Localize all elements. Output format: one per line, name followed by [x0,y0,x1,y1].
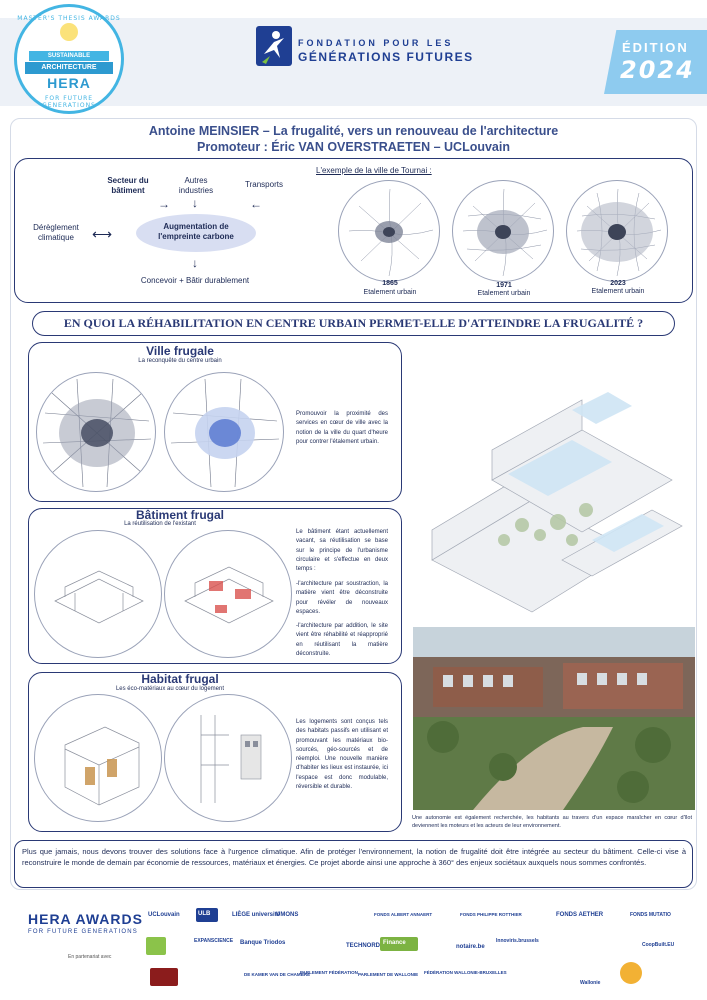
edition-year: 2024 [620,56,695,84]
partner-logo: Innoviris.brussels [496,938,539,944]
habitat-unit-drawing [34,694,162,822]
partner-logo: FONDS MUTATIO [630,912,671,918]
partner-logo: CoopBuilt.EU [642,942,675,948]
hera-awards-subtitle: FOR FUTURE GENERATIONS [28,929,138,935]
partner-logo: LIÈGE université [232,912,281,918]
tournai-map-2023 [566,180,668,282]
poster-promoter: Promoteur : Éric VAN OVERSTRAETEN – UCLouvain [196,140,510,154]
arrow-climate: ⟷ [92,226,113,242]
diagram-center: Augmentation de l'empreinte carbone [158,222,234,241]
partner-logo-icon [620,962,642,984]
arrow-outcome: ↓ [192,256,198,270]
poster-title: Antoine MEINSIER – La frugalité, vers un renouveau de l'architecture [148,124,559,138]
ville-map-old [36,372,156,492]
diagram-sector: Secteur du bâtiment [107,176,149,195]
map-1865-year: 1865 [382,280,398,287]
seal-brand: HERA [47,75,91,91]
map-2023-year: 2023 [610,280,626,287]
partner-logo-icon [150,968,178,986]
partner-logo: ULB [198,911,211,917]
hera-awards-logo: HERA AWARDS [28,911,143,927]
seal-ribbon-architecture: ARCHITECTURE [25,62,113,74]
habitat-title: Habitat frugal [141,672,219,686]
diagram-outcome: Concevoir + Bâtir durablement [140,276,250,285]
ville-text: Promouvoir la proximité des services en cœur de ville avec la notion de la ville du quart d'heure pour contrer l'étalement urbain. [296,411,388,445]
batiment-text-subtraction: -l'architecture par soustraction, la matière vient être déconstruite pour révéler de nouveaux espaces. [296,581,388,615]
ville-map-quarter-hour [164,372,284,492]
map-1865-label: Etalement urbain [363,289,417,296]
ville-title: Ville frugale [146,344,214,358]
seal-ribbon-sustainable: SUSTAINABLE [29,51,109,61]
courtyard-render-photo [413,627,695,810]
partner-logo: PARLEMENT FÉDÉRATION [300,970,358,975]
arrow-transport: ← [250,197,262,211]
map-1971-label: Etalement urbain [477,290,531,297]
partner-logo: Wallonie [580,980,601,986]
site-axonometry [412,350,692,625]
seal-ring-bottom: FOR FUTURE GENERATIONS [42,95,96,109]
partner-logo: Finance [383,940,406,946]
partner-label: En partenariat avec [68,954,112,960]
partner-logo: FONDS AETHER [556,912,604,918]
partner-logo: FÉDÉRATION WALLONIE-BRUXELLES [424,970,507,975]
habitat-text: Les logements sont conçus tels des habitats passifs en utilisant et promouvant les matériaux bio-sourcés, géo-sourcés et de réemploi. Une nouvelle manière d'habiter les lieux est instaurée, ici l'espace est donc modulable, réversible et durable. [296,719,388,791]
batiment-title: Bâtiment frugal [135,508,224,522]
partner-logo: FONDS ALBERT ANNAERT [374,912,433,917]
foundation-name-line2: GÉNÉRATIONS FUTURES [298,50,474,64]
partner-logo: notaire.be [456,944,485,950]
trophy-icon [60,23,78,41]
habitat-section-drawing [164,694,292,822]
foundation-name-line1: FONDATION POUR LES [298,38,454,48]
partner-logo: PARLEMENT DE WALLONIE [358,972,419,977]
edition-label: ÉDITION [622,40,689,55]
partner-logo: FONDS PHILIPPE ROTTHIER [460,912,522,917]
diagram-transport: Transports [245,180,283,189]
batiment-subtraction-drawing [34,530,162,658]
batiment-addition-drawing [164,530,292,658]
research-question: EN QUOI LA RÉHABILITATION EN CENTRE URBAIN PERMET-ELLE D'ATTEINDRE LA FRUGALITÉ ? [63,316,644,330]
summary-text: Plus que jamais, nous devons trouver des solutions face à l'urgence climatique. Afin de protéger l'environnement, la notion de frugalité doit être intégrée au secteur du bâtiment. Celle-ci vise à reconstruire le monde de demain par économie de ressources, matériaux et énergies. Ce projet aborde ainsi une approche à 360° des enjeux sociétaux auxquels nous sommes confrontés. [22,847,686,868]
partner-logo: UMONS [276,912,299,918]
partner-logo: DE KAMER VAN DE CHAMBRE [244,972,311,977]
batiment-subtitle: La réutilisation de l'existant [124,521,196,527]
tournai-map-1971 [452,180,554,282]
partner-logo: TECHNORD [346,943,380,949]
arrow-industries: ↓ [192,196,198,210]
partner-logo: Banque Triodos [240,940,286,946]
hera-seal [14,4,124,114]
seal-ring-top: MASTER'S THESIS AWARDS [17,15,121,22]
map-2023-label: Etalement urbain [591,288,645,295]
foundation-logo-icon [256,26,292,66]
partner-logo-icon [146,937,166,955]
habitat-subtitle: Les éco-matériaux au cœur du logement [115,686,225,692]
arrow-sector: → [158,197,170,211]
batiment-text-addition: -l'architecture par addition, le site vient être réhabilité et réapproprié en réutilisant la matière déconstruite. [296,623,388,657]
tournai-heading: L'exemple de la ville de Tournai : [316,166,432,175]
diagram-climate: Dérèglement climatique [33,223,79,242]
batiment-text-intro: Le bâtiment étant actuellement vacant, sa réutilisation se base sur le principe de l'urbanisme circulaire et s'effectue en deux temps : [296,529,388,573]
map-1971-year: 1971 [496,282,512,289]
photo-caption: Une autonomie est également recherchée, les habitants au travers d'un espace maraîcher en cœur d'îlot deviennent les moteurs et les acteurs de leur environnement. [412,815,692,830]
ville-subtitle: La reconquête du centre urbain [138,358,222,364]
tournai-map-1865 [338,180,440,282]
partner-logo: UCLouvain [148,912,180,918]
partner-logo: EXPANSCIENCE [194,938,234,944]
diagram-other-industries: Autres industries [178,176,214,195]
